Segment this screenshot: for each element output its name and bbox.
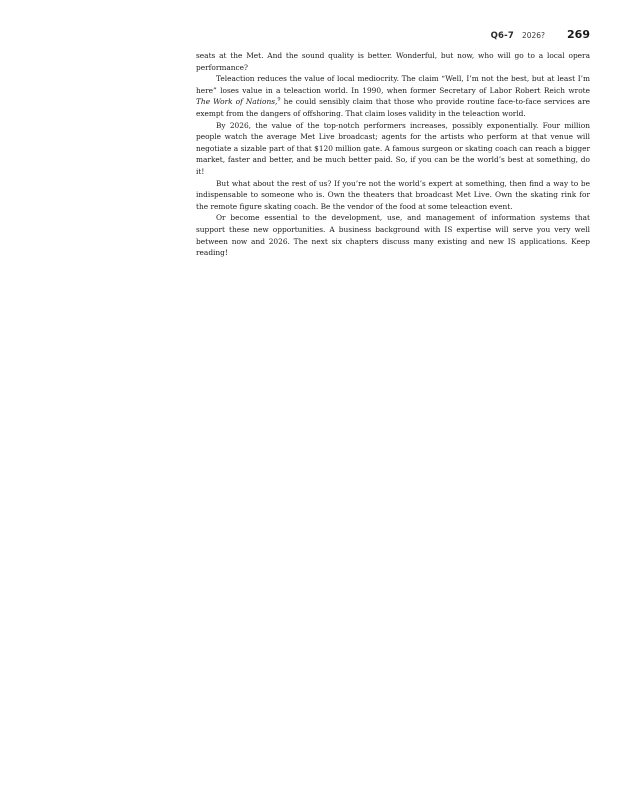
paragraph-teleaction [196,73,590,119]
paragraph-top-performers: By 2026, the value of the top-notch performers increases, possibly exponentially. Four million people watch the average Met Live broadcast; agents for the artists who perform at that venue will negotiate a sizable part of that $120 million gate. A famous surgeon or skating coach can reach a bigger market, faster and better, and be much better paid. So, if you can be the world’s best at something, do it! [196,120,590,176]
paragraph-text: Teleaction reduces the value of local mediocrity. The claim “Well, I’m not the best, but at least I’m here” loses value in a teleaction world. In 1990, when former Secretary of Labor Robert Reich wrote [196,74,590,95]
book-title: The Work of Nations, [196,97,278,107]
paragraph-continuation: seats at the Met. And the sound quality is better. Wonderful, but now, who will go to a local opera performance? [196,51,590,72]
section-code: Q6-7 [490,31,514,41]
running-header [491,28,590,41]
page-number: 269 [567,28,590,41]
body-text [196,50,590,259]
paragraph-text: he could sensibly claim that those who provide routine face-to-face services are exempt from the dangers of offshoring. That claim loses validity in the teleaction world. [196,97,590,118]
paragraph-is-opportunities: Or become essential to the development, use, and management of information systems that support these new opportunities. A business background with IS expertise will serve you very well between now and 2026. The next six chapters discuss many existing and new IS applications. Keep reading! [196,213,590,258]
section-title: 2026? [521,31,546,40]
paragraph-rest-of-us: But what about the rest of us? If you’re not the world’s expert at something, then find a way to be indispensable to someone who is. Own the theaters that broadcast Met Live. Own the skating rink for the remote figure skating coach. Be the vendor of the food at some teleaction event. [196,178,590,211]
footnote-marker: 9 [277,96,281,103]
